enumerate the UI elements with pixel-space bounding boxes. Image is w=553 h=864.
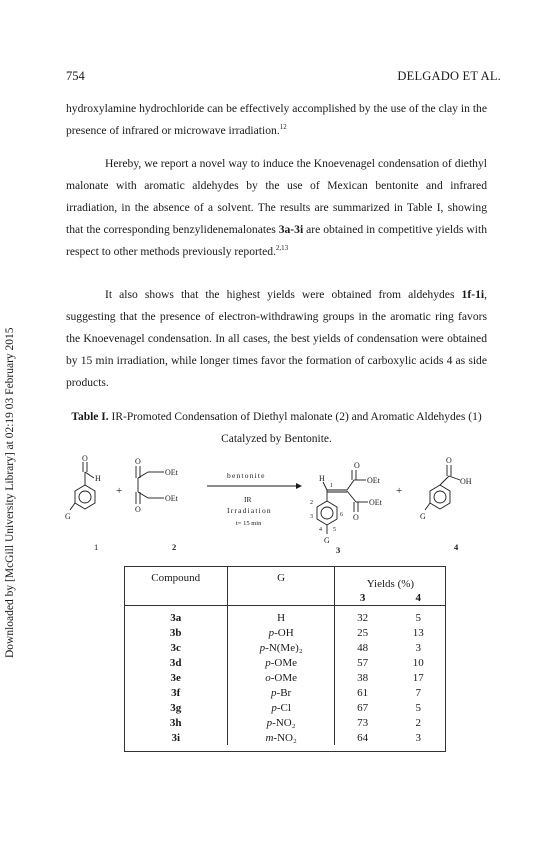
yield-4-cell: 13	[412, 626, 424, 639]
table-caption	[66, 406, 487, 450]
atom-label-o: O	[135, 457, 141, 466]
substituent-cell: H	[228, 606, 334, 626]
paragraph-2-text-a: Hereby, we report a novel way to induce the Knoevenagel condensation of diethyl malonate with aromatic aldehydes by the use of Mexican bentonite and infrared irradiation, in the absence of a solvent. The results are summarized in Table I, showing that the corresponding benzylidenemalonates	[66, 157, 487, 236]
atom-label-o: O	[353, 513, 359, 522]
substituent-cell: o-OMe	[228, 670, 334, 685]
download-watermark	[4, 218, 18, 658]
table-row	[124, 685, 446, 700]
compound-cell: 3b	[124, 625, 228, 640]
ring-number: 5	[333, 527, 336, 533]
compound-number-3: 3	[336, 545, 341, 555]
yield-3-cell: 25	[357, 626, 369, 639]
compound-2-structure	[136, 466, 164, 504]
compound-range: 3a-3i	[278, 223, 304, 236]
ring-number: 6	[340, 512, 343, 518]
ring-number: 4	[319, 527, 322, 533]
atom-label-g: G	[324, 536, 330, 545]
yield-3-cell: 61	[357, 686, 369, 699]
paragraph-1	[66, 98, 487, 142]
table-row	[124, 655, 446, 670]
header-yields: Yields (%)	[366, 578, 415, 590]
compound-1-structure	[70, 462, 95, 510]
benzene-ring-4	[430, 485, 450, 509]
compound-cell: 3a	[124, 606, 228, 626]
table-header-row	[124, 566, 446, 590]
yield-4-cell: 17	[412, 671, 424, 684]
yield-4-cell: 3	[415, 731, 421, 744]
atom-label-g: G	[420, 512, 426, 521]
ring-number: 2	[310, 500, 313, 506]
atom-label-o: O	[354, 461, 360, 470]
atom-label-oh: OH	[460, 477, 472, 486]
yield-3-cell: 73	[357, 716, 369, 729]
aldehyde-range: 1f-1i	[461, 288, 485, 301]
atom-label-oet: OEt	[367, 476, 380, 485]
compound-cell: 3e	[124, 670, 228, 685]
reference-superscript: 12	[279, 123, 287, 132]
atom-label-oet: OEt	[369, 498, 382, 507]
yields-table	[124, 566, 446, 745]
ring-number: 1	[330, 483, 333, 489]
compound-cell: 3i	[124, 730, 228, 745]
running-head: DELGADO ET AL.	[397, 69, 501, 83]
compound-number-4: 4	[454, 542, 459, 552]
table-row	[124, 700, 446, 715]
yield-3-cell: 64	[357, 731, 369, 744]
paragraph-3	[66, 284, 487, 394]
header-yield-3: 3	[334, 590, 390, 606]
condition-catalyst: bentonite	[227, 471, 266, 480]
yield-4-cell: 10	[412, 656, 424, 669]
benzene-ring-1	[75, 485, 95, 509]
condition-ir: IR	[244, 495, 252, 504]
paragraph-3-text-a: It also shows that the highest yields were obtained from aldehydes	[105, 288, 462, 301]
header-compound: Compound	[124, 566, 228, 606]
table-row	[124, 730, 446, 745]
yield-3-cell: 38	[357, 671, 369, 684]
benzene-ring-3	[317, 501, 337, 525]
atom-label-o: O	[446, 456, 452, 465]
substituent-cell: p-NO₂	[228, 715, 334, 730]
paragraph-3-text-b: , suggesting that the presence of electron-withdrawing groups in the aromatic ring favors the Knoevenagel condensation. In all cases, the best yields of condensation were obtained by 15 min irradiation, while longer times favor the formation of carboxylic acids 4 as side products.	[66, 288, 487, 389]
condition-irradiation: Irradiation	[227, 506, 272, 515]
caption-line-1: IR-Promoted Condensation of Diethyl malonate (2) and Aromatic Aldehydes (1)	[108, 411, 482, 423]
plus-sign: +	[396, 485, 403, 497]
compound-cell: 3d	[124, 655, 228, 670]
reaction-scheme	[64, 454, 494, 558]
arrow-head	[296, 483, 302, 489]
yield-3-cell: 57	[357, 656, 369, 669]
atom-label-h: H	[319, 474, 325, 483]
yield-4-cell: 5	[390, 606, 446, 626]
ring-number: 3	[310, 514, 313, 520]
download-note: Downloaded by [McGill University Library] at 02:19 03 February 2015	[4, 327, 16, 658]
substituent-cell: p-OH	[228, 625, 334, 640]
table-body	[124, 606, 446, 746]
atom-label-oet: OEt	[165, 468, 178, 477]
yield-4-cell: 2	[415, 716, 421, 729]
caption-line-2: Catalyzed by Bentonite.	[221, 433, 332, 445]
table-row	[124, 640, 446, 655]
substituent-cell: p-Br	[228, 685, 334, 700]
paragraph-2-text-b: are obtained in competitive yields with respect to other methods previously reported.	[66, 223, 487, 258]
substituent-cell: m-NO₂	[228, 730, 334, 745]
aromatic-circle-1	[79, 491, 91, 503]
atom-label-g: G	[65, 512, 71, 521]
page-number: 754	[66, 69, 85, 83]
table-row	[124, 625, 446, 640]
table-label: Table I.	[71, 411, 109, 423]
reference-superscript: 2,13	[275, 244, 289, 253]
compound-cell: 3c	[124, 640, 228, 655]
table-row	[124, 715, 446, 730]
plus-sign: +	[116, 485, 123, 497]
atom-label-h: H	[95, 474, 101, 483]
substituent-cell: p-Cl	[228, 700, 334, 715]
compound-number-2: 2	[172, 542, 177, 552]
yield-4-cell: 7	[415, 686, 421, 699]
yield-4-cell: 3	[415, 641, 421, 654]
yield-3-cell: 67	[357, 701, 369, 714]
yield-4-cell: 5	[415, 701, 421, 714]
header-g: G	[228, 566, 334, 606]
yield-3-cell: 32	[334, 606, 390, 626]
atom-label-o: O	[82, 454, 88, 463]
compound-4-structure	[425, 465, 460, 510]
substituent-cell: p-N(Me)₂	[228, 640, 334, 655]
compound-number-1: 1	[94, 542, 99, 552]
header-yield-4: 4	[390, 590, 446, 606]
paragraph-1-text: hydroxylamine hydrochloride can be effectively accomplished by the use of the clay in the presence of infrared or microwave irradiation.	[66, 102, 487, 137]
compound-cell: 3f	[124, 685, 228, 700]
compound-cell: 3g	[124, 700, 228, 715]
paragraph-2	[66, 153, 487, 263]
compound-cell: 3h	[124, 715, 228, 730]
yield-3-cell: 48	[357, 641, 369, 654]
table-row	[124, 670, 446, 685]
table-row	[124, 606, 446, 626]
substituent-cell: p-OMe	[228, 655, 334, 670]
condition-time: t= 15 min	[236, 520, 262, 527]
atom-label-o: O	[135, 505, 141, 514]
atom-label-oet: OEt	[165, 494, 178, 503]
